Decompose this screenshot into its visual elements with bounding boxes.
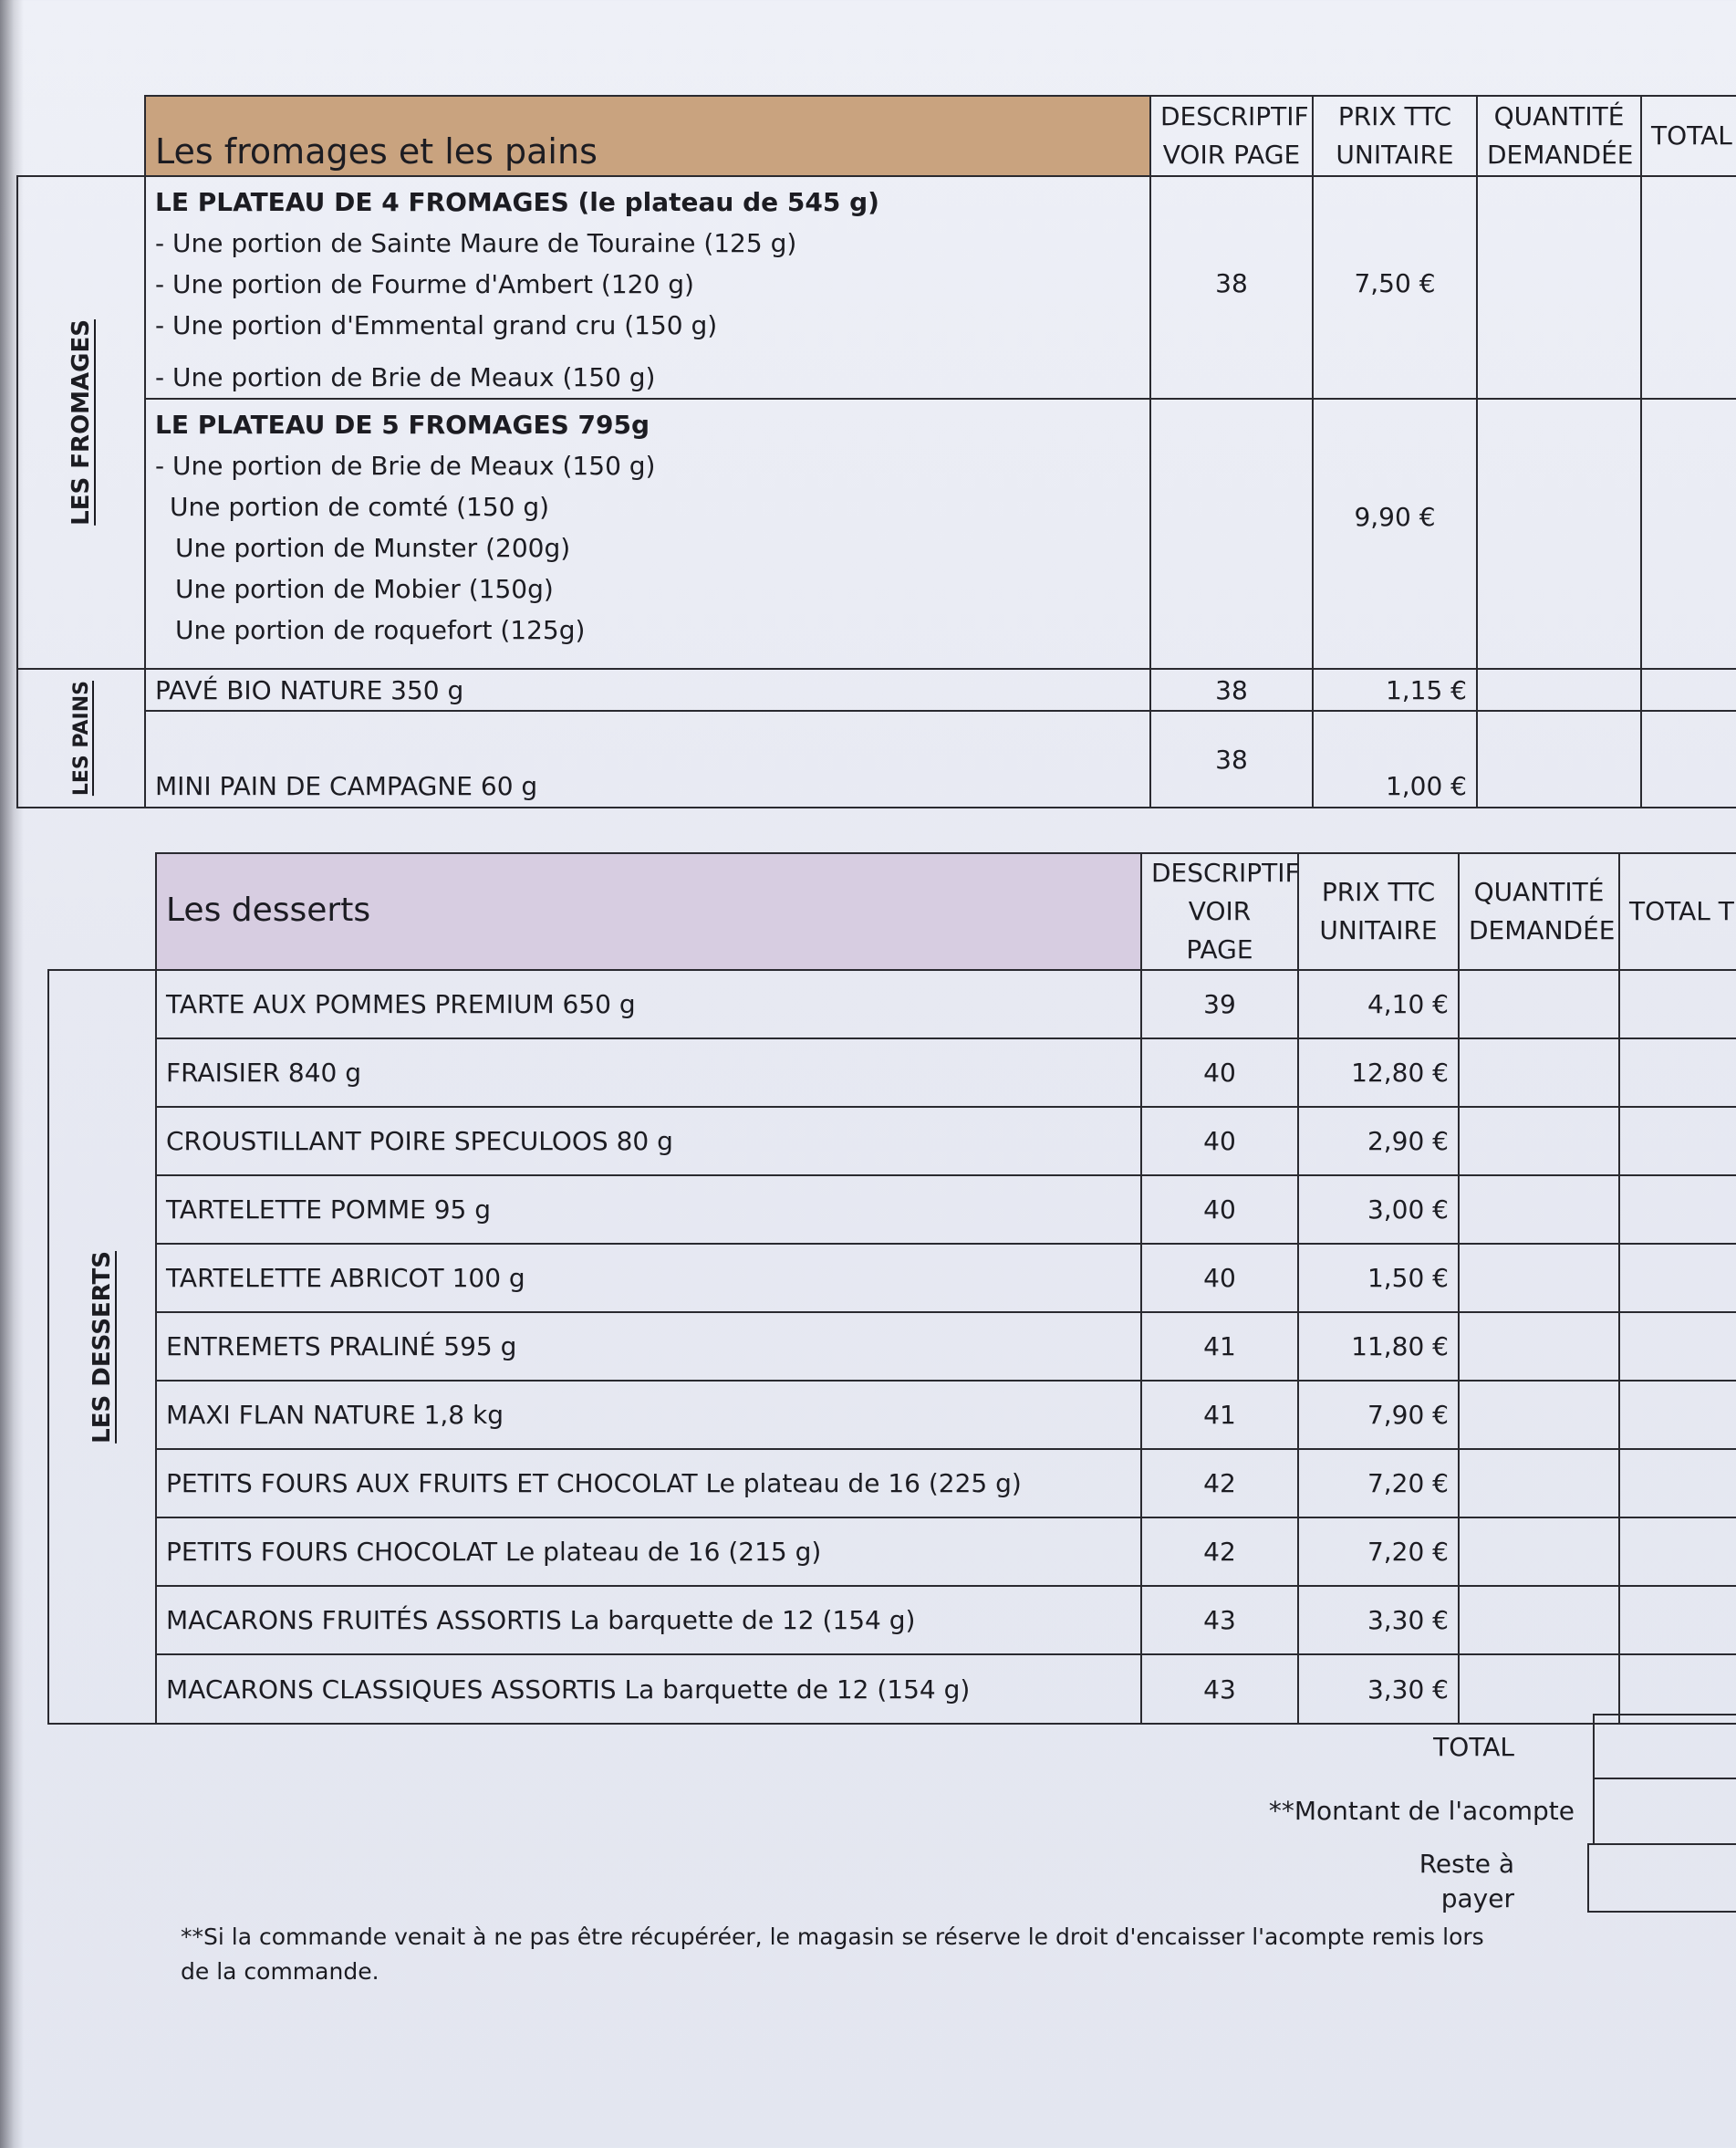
- dessert-page: 42: [1141, 1517, 1298, 1586]
- dessert-price: 1,50 €: [1298, 1244, 1459, 1312]
- desserts-section-title: Les desserts: [156, 853, 1141, 970]
- plateau4-page: 38: [1150, 176, 1313, 399]
- acompte-input[interactable]: [1593, 1778, 1736, 1845]
- dessert-total-cell[interactable]: [1619, 1381, 1736, 1449]
- dessert-price: 3,00 €: [1298, 1175, 1459, 1244]
- plateau4-quantity-input[interactable]: [1477, 176, 1641, 399]
- header-spacer: [48, 853, 156, 970]
- table-row: [48, 1244, 1736, 1312]
- plateau5-page: [1150, 399, 1313, 669]
- grand-total-input[interactable]: [1593, 1714, 1736, 1779]
- dessert-name: MACARONS CLASSIQUES ASSORTIS La barquette de 12 (154 g): [156, 1654, 1141, 1724]
- total-label: TOTAL T: [1629, 896, 1734, 926]
- table-row: [48, 1312, 1736, 1381]
- plateau4-description: [145, 176, 1150, 399]
- col-descriptif-header: [1141, 853, 1298, 970]
- dessert-name: TARTELETTE ABRICOT 100 g: [156, 1244, 1141, 1312]
- plateau5-price: 9,90 €: [1313, 399, 1477, 669]
- prix-ttc-label: PRIX TTC: [1337, 101, 1452, 131]
- dessert-quantity-input[interactable]: [1459, 1381, 1619, 1449]
- plateau5-description: [145, 399, 1150, 669]
- dessert-price: 7,20 €: [1298, 1449, 1459, 1517]
- reste-a-payer-input[interactable]: [1587, 1843, 1736, 1913]
- table-row: [48, 1517, 1736, 1586]
- dessert-total-cell[interactable]: [1619, 1312, 1736, 1381]
- col-quantite-header: [1477, 96, 1641, 176]
- bread-name: PAVÉ BIO NATURE 350 g: [145, 669, 1150, 711]
- unitaire-label: UNITAIRE: [1336, 140, 1454, 170]
- dessert-page: 40: [1141, 1107, 1298, 1175]
- cheese-header-row: [17, 96, 1736, 176]
- dessert-price: 12,80 €: [1298, 1038, 1459, 1107]
- category-fromages-label: LES FROMAGES: [68, 319, 95, 526]
- table-row: [48, 1586, 1736, 1654]
- dessert-quantity-input[interactable]: [1459, 1586, 1619, 1654]
- dessert-name: PETITS FOURS CHOCOLAT Le plateau de 16 (215 g): [156, 1517, 1141, 1586]
- quantite-label: QUANTITÉ: [1473, 877, 1605, 907]
- dessert-name: PETITS FOURS AUX FRUITS ET CHOCOLAT Le plateau de 16 (225 g): [156, 1449, 1141, 1517]
- dessert-total-cell[interactable]: [1619, 1449, 1736, 1517]
- plateau5-quantity-input[interactable]: [1477, 399, 1641, 669]
- bread-total-cell[interactable]: [1641, 711, 1736, 808]
- dessert-name: TARTELETTE POMME 95 g: [156, 1175, 1141, 1244]
- dessert-price: 7,90 €: [1298, 1381, 1459, 1449]
- dessert-name: ENTREMETS PRALINÉ 595 g: [156, 1312, 1141, 1381]
- bread-page: 38: [1150, 711, 1313, 808]
- col-total-header: [1619, 853, 1736, 970]
- col-total-header: [1641, 96, 1736, 176]
- dessert-total-cell[interactable]: [1619, 970, 1736, 1038]
- col-prix-header: [1298, 853, 1459, 970]
- dessert-quantity-input[interactable]: [1459, 1175, 1619, 1244]
- category-fromages: [17, 176, 145, 669]
- plateau4-price: 7,50 €: [1313, 176, 1477, 399]
- table-row: [17, 711, 1736, 808]
- dessert-price: 3,30 €: [1298, 1654, 1459, 1724]
- table-row: [17, 399, 1736, 669]
- plateau4-line: - Une portion de Sainte Maure de Touraine (125 g): [155, 228, 797, 258]
- voir-page-label: VOIR PAGE: [1162, 140, 1301, 170]
- category-desserts: [48, 970, 156, 1724]
- demandee-label: DEMANDÉE: [1469, 915, 1616, 945]
- table-row: [17, 176, 1736, 399]
- table-row: [48, 1654, 1736, 1724]
- header-spacer: [17, 96, 145, 176]
- dessert-name: MACARONS FRUITÉS ASSORTIS La barquette de 12 (154 g): [156, 1586, 1141, 1654]
- category-pains: [17, 669, 145, 808]
- cheese-section-title: Les fromages et les pains: [145, 96, 1150, 176]
- col-quantite-header: [1459, 853, 1619, 970]
- bread-page: 38: [1150, 669, 1313, 711]
- reste-line: Reste à: [1419, 1849, 1514, 1879]
- dessert-quantity-input[interactable]: [1459, 970, 1619, 1038]
- dessert-page: 40: [1141, 1244, 1298, 1312]
- demandee-label: DEMANDÉE: [1487, 140, 1634, 170]
- bread-price: 1,00 €: [1313, 711, 1477, 808]
- plateau5-line: - Une portion de Brie de Meaux (150 g): [155, 451, 656, 481]
- dessert-page: 39: [1141, 970, 1298, 1038]
- plateau5-line: Une portion de Mobier (150g): [175, 574, 554, 604]
- unitaire-label: UNITAIRE: [1319, 915, 1438, 945]
- quantite-label: QUANTITÉ: [1493, 101, 1625, 131]
- dessert-name: CROUSTILLANT POIRE SPECULOOS 80 g: [156, 1107, 1141, 1175]
- table-row: [48, 970, 1736, 1038]
- grand-total-label: TOTAL: [1433, 1732, 1514, 1762]
- descriptif-label: DESCRIPTIF: [1151, 858, 1300, 888]
- dessert-page: 43: [1141, 1654, 1298, 1724]
- voir-page-label: VOIR PAGE: [1186, 896, 1253, 965]
- descriptif-label: DESCRIPTIF: [1160, 101, 1309, 131]
- table-row: [48, 1107, 1736, 1175]
- category-pains-label: LES PAINS: [69, 680, 93, 797]
- dessert-price: 11,80 €: [1298, 1312, 1459, 1381]
- dessert-price: 2,90 €: [1298, 1107, 1459, 1175]
- col-descriptif-header: [1150, 96, 1313, 176]
- dessert-quantity-input[interactable]: [1459, 1038, 1619, 1107]
- dessert-total-cell[interactable]: [1619, 1038, 1736, 1107]
- plateau4-line: - Une portion de Fourme d'Ambert (120 g): [155, 269, 694, 299]
- dessert-name: MAXI FLAN NATURE 1,8 kg: [156, 1381, 1141, 1449]
- dessert-page: 41: [1141, 1312, 1298, 1381]
- dessert-price: 7,20 €: [1298, 1517, 1459, 1586]
- table-row: [48, 1175, 1736, 1244]
- prix-ttc-label: PRIX TTC: [1321, 877, 1436, 907]
- bread-quantity-input[interactable]: [1477, 711, 1641, 808]
- plateau5-line: Une portion de roquefort (125g): [175, 615, 586, 645]
- dessert-total-cell[interactable]: [1619, 1244, 1736, 1312]
- category-desserts-label: LES DESSERTS: [88, 1250, 116, 1444]
- dessert-quantity-input[interactable]: [1459, 1107, 1619, 1175]
- total-label: TOTAL: [1651, 120, 1732, 151]
- dessert-page: 40: [1141, 1038, 1298, 1107]
- bread-name: MINI PAIN DE CAMPAGNE 60 g: [145, 711, 1150, 808]
- plateau5-line: Une portion de Munster (200g): [175, 533, 571, 563]
- dessert-total-cell[interactable]: [1619, 1586, 1736, 1654]
- dessert-quantity-input[interactable]: [1459, 1312, 1619, 1381]
- footnote: **Si la commande venait à ne pas être récupéréer, le magasin se réserve le droit d'encaisser l'acompte remis lors de la commande.: [181, 1924, 1484, 1985]
- plateau5-line: Une portion de comté (150 g): [170, 492, 550, 522]
- reste-line: payer: [1440, 1883, 1514, 1913]
- plateau4-title: LE PLATEAU DE 4 FROMAGES (le plateau de 545 g): [155, 187, 879, 217]
- dessert-page: 43: [1141, 1586, 1298, 1654]
- plateau4-line: - Une portion de Brie de Meaux (150 g): [155, 362, 656, 392]
- dessert-name: FRAISIER 840 g: [156, 1038, 1141, 1107]
- plateau4-total-cell[interactable]: [1641, 176, 1736, 399]
- desserts-header-row: [48, 853, 1736, 970]
- table-row: [48, 1038, 1736, 1107]
- table-row: [48, 1381, 1736, 1449]
- dessert-total-cell[interactable]: [1619, 1107, 1736, 1175]
- col-prix-header: [1313, 96, 1477, 176]
- dessert-page: 41: [1141, 1381, 1298, 1449]
- table-row: [17, 669, 1736, 711]
- dessert-page: 40: [1141, 1175, 1298, 1244]
- plateau4-line: - Une portion d'Emmental grand cru (150 g): [155, 310, 718, 340]
- cheese-bread-table: [16, 95, 1736, 808]
- bread-price: 1,15 €: [1313, 669, 1477, 711]
- dessert-quantity-input[interactable]: [1459, 1517, 1619, 1586]
- plateau5-title: LE PLATEAU DE 5 FROMAGES 795g: [155, 410, 650, 440]
- bread-quantity-input[interactable]: [1477, 669, 1641, 711]
- table-row: [48, 1449, 1736, 1517]
- dessert-price: 3,30 €: [1298, 1586, 1459, 1654]
- desserts-table: [47, 852, 1736, 1725]
- dessert-total-cell[interactable]: [1619, 1175, 1736, 1244]
- dessert-quantity-input[interactable]: [1459, 1244, 1619, 1312]
- dessert-price: 4,10 €: [1298, 970, 1459, 1038]
- dessert-name: TARTE AUX POMMES PREMIUM 650 g: [156, 970, 1141, 1038]
- reste-a-payer-label: [1350, 1847, 1514, 1916]
- dessert-quantity-input[interactable]: [1459, 1449, 1619, 1517]
- dessert-total-cell[interactable]: [1619, 1517, 1736, 1586]
- acompte-label: **Montant de l'acompte: [1268, 1796, 1575, 1826]
- plateau5-total-cell[interactable]: [1641, 399, 1736, 669]
- bread-total-cell[interactable]: [1641, 669, 1736, 711]
- dessert-page: 42: [1141, 1449, 1298, 1517]
